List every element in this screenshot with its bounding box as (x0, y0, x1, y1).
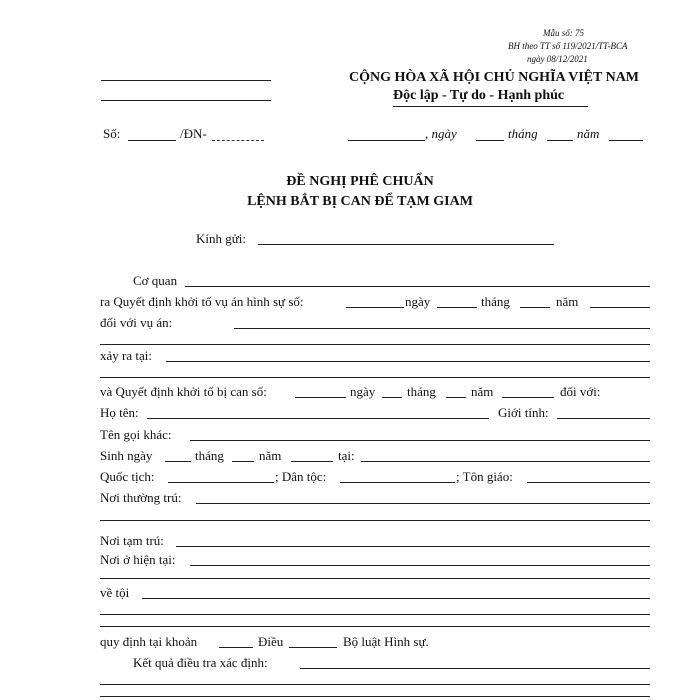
dieu-label: Điều (258, 634, 284, 649)
investigation-result-field[interactable] (300, 668, 650, 669)
kinh-gui-field[interactable] (258, 244, 554, 245)
temporary-address-field[interactable] (176, 546, 650, 547)
ethnicity-field[interactable] (340, 482, 455, 483)
crime-field-2[interactable] (100, 614, 650, 615)
case-nam-label: năm (556, 294, 579, 309)
so-label: Số: (103, 126, 121, 141)
date-ngay-label: , ngày (425, 126, 457, 141)
case-ngay-label: ngày (405, 294, 431, 309)
xay-ra-tai-label: xảy ra tại: (100, 348, 152, 363)
clause-field[interactable] (219, 647, 253, 648)
dn-label: /ĐN- (180, 126, 207, 141)
current-address-field[interactable] (190, 565, 650, 566)
religion-field[interactable] (527, 482, 650, 483)
birth-tai-label: tại: (338, 448, 355, 463)
case-name-field-2[interactable] (100, 344, 650, 345)
def-ngay-label: ngày (350, 384, 376, 399)
birth-thang-label: tháng (195, 448, 224, 463)
def-thang-label: tháng (407, 384, 436, 399)
country-name: CỘNG HÒA XÃ HỘI CHỦ NGHĨA VIỆT NAM (349, 70, 640, 85)
ra-quyet-dinh-label: ra Quyết định khởi tố vụ án hình sự số: (100, 294, 304, 309)
title-line-1: ĐỀ NGHỊ PHÊ CHUẨN (286, 174, 434, 189)
doi-voi-label: đối với: (560, 384, 601, 399)
noi-thuong-tru-label: Nơi thường trú: (100, 490, 182, 505)
co-quan-field[interactable] (185, 286, 650, 287)
sinh-ngay-label: Sinh ngày (100, 448, 153, 463)
investigation-result-field-3[interactable] (100, 696, 650, 697)
defendant-decision-number-field[interactable] (295, 397, 346, 398)
date-nam-label: năm (577, 126, 600, 141)
agency-line-2[interactable] (101, 100, 271, 101)
birth-year-field[interactable] (291, 461, 333, 462)
doi-voi-vu-an-label: đối với vụ án: (100, 315, 173, 330)
place-field[interactable] (348, 140, 425, 141)
agency-line-1[interactable] (101, 80, 271, 81)
quy-dinh-label: quy định tại khoản (100, 634, 198, 649)
current-address-field-2[interactable] (100, 578, 650, 579)
permanent-address-field[interactable] (196, 503, 650, 504)
date-day-field[interactable] (476, 140, 504, 141)
article-field[interactable] (289, 647, 337, 648)
def-nam-label: năm (471, 384, 494, 399)
case-thang-label: tháng (481, 294, 510, 309)
ten-goi-khac-label: Tên gọi khác: (100, 427, 172, 442)
noi-o-hien-tai-label: Nơi ở hiện tại: (100, 552, 176, 567)
so-number-field[interactable] (128, 140, 176, 141)
def-day-field[interactable] (382, 397, 402, 398)
case-decision-number-field[interactable] (346, 307, 404, 308)
national-motto: Độc lập - Tự do - Hạnh phúc (393, 88, 565, 103)
birth-nam-label: năm (259, 448, 282, 463)
ho-ten-label: Họ tên: (100, 405, 139, 420)
case-name-field[interactable] (234, 328, 650, 329)
case-month-field[interactable] (520, 307, 550, 308)
def-year-field[interactable] (502, 397, 554, 398)
motto-underline (393, 106, 588, 107)
crime-field[interactable] (142, 598, 650, 599)
permanent-address-field-2[interactable] (100, 520, 650, 521)
location-field-2[interactable] (100, 377, 650, 378)
full-name-field[interactable] (147, 418, 489, 419)
nationality-field[interactable] (168, 482, 274, 483)
ton-giao-label: ; Tôn giáo: (456, 469, 513, 484)
date-year-field[interactable] (609, 140, 643, 141)
ket-qua-label: Kết quả điều tra xác định: (133, 655, 268, 670)
crime-field-3[interactable] (100, 626, 650, 627)
bo-luat-label: Bộ luật Hình sự. (343, 634, 429, 649)
form-code: Mẫu số: 75 (543, 28, 584, 38)
date-month-field[interactable] (547, 140, 573, 141)
case-day-field[interactable] (437, 307, 477, 308)
case-year-field[interactable] (590, 307, 650, 308)
date-thang-label: tháng (508, 126, 538, 141)
birth-day-field[interactable] (165, 461, 191, 462)
noi-tam-tru-label: Nơi tạm trú: (100, 533, 164, 548)
va-quyet-dinh-label: và Quyết định khởi tố bị can số: (100, 384, 267, 399)
quoc-tich-label: Quốc tịch: (100, 469, 155, 484)
form-date: ngày 08/12/2021 (527, 54, 588, 64)
alias-field[interactable] (190, 440, 650, 441)
def-month-field[interactable] (446, 397, 466, 398)
birth-place-field[interactable] (361, 461, 650, 462)
kinh-gui-label: Kính gửi: (196, 231, 247, 246)
dn-code-field[interactable] (212, 140, 264, 141)
gender-field[interactable] (557, 418, 650, 419)
title-line-2: LỆNH BẮT BỊ CAN ĐỂ TẠM GIAM (247, 194, 473, 209)
investigation-result-field-2[interactable] (100, 684, 650, 685)
form-reference: BH theo TT số 119/2021/TT-BCA (508, 41, 628, 51)
birth-month-field[interactable] (232, 461, 254, 462)
ve-toi-label: về tội (100, 585, 130, 600)
gioi-tinh-label: Giới tính: (498, 405, 549, 420)
location-field[interactable] (166, 361, 650, 362)
co-quan-label: Cơ quan (133, 273, 178, 288)
dan-toc-label: ; Dân tộc: (275, 469, 327, 484)
